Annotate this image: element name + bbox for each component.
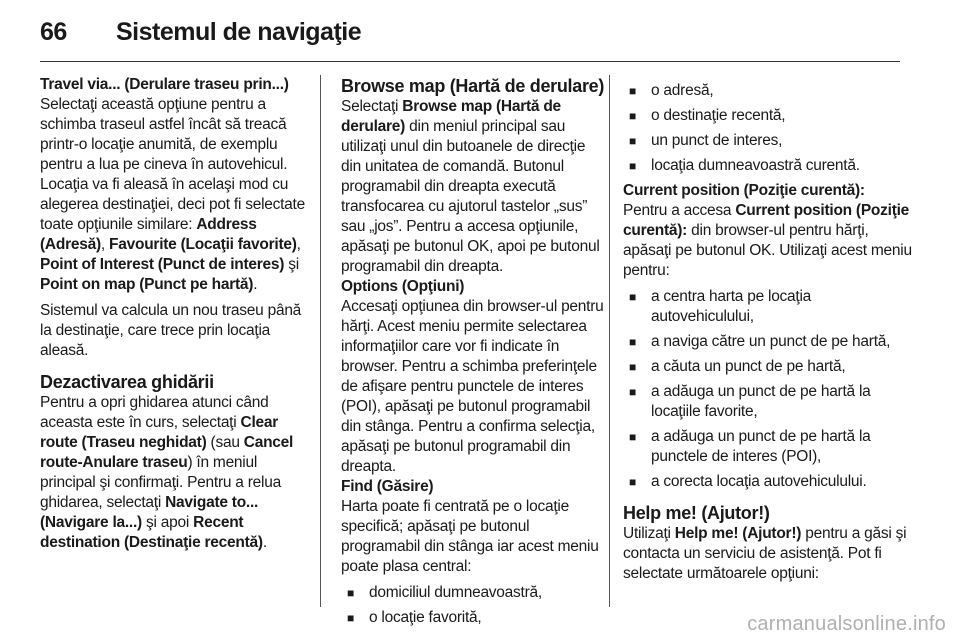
options-heading: Options (Opţiuni) xyxy=(341,278,465,295)
browse-map-heading: Browse map (Hartă de derulare) xyxy=(341,76,605,96)
help-me-heading: Help me! (Ajutor!) xyxy=(623,503,770,523)
find-paragraph: Harta poate fi centrată pe o locaţie specifică; apăsaţi pe butonul programabil din stânga iar acest meniu poate plasa central: xyxy=(341,498,599,575)
keyword-recent-destination: Recent destination (Destinaţie recentă) xyxy=(40,514,263,551)
list-item: ■ o locaţie favorită, xyxy=(341,608,607,628)
text-span: şi xyxy=(284,256,299,273)
text-span: Selectaţi xyxy=(341,98,403,115)
travel-via-heading: Travel via... (Derulare traseu prin...) xyxy=(40,76,289,93)
column-2 xyxy=(341,75,607,633)
column-3 xyxy=(623,75,913,584)
column-1 xyxy=(40,75,308,553)
list-item: ■ a adăuga un punct de pe hartă la locaţiile favorite, xyxy=(623,382,913,422)
travel-via-paragraph xyxy=(40,95,308,295)
text-span: din browser-ul pentru hărţi, apăsaţi pe butonul OK. Utilizaţi acest meniu pentru: xyxy=(623,222,912,279)
text-span: ) în meniul principal şi confirmaţi. Pentru a relua ghidarea, selectaţi xyxy=(40,454,281,511)
keyword-browse-map: Browse map (Hartă de derulare) xyxy=(341,98,561,135)
keyword-current-position: Current position (Poziţie curentă): xyxy=(623,202,910,239)
text-span: Pentru a accesa xyxy=(623,202,736,219)
find-list-continued xyxy=(623,81,913,176)
list-item: ■ o destinaţie recentă, xyxy=(623,106,913,126)
list-item: ■ a căuta un punct de pe hartă, xyxy=(623,357,913,377)
keyword-favourite: Favourite (Locaţii favorite) xyxy=(109,236,297,253)
list-item: ■ a corecta locaţia autovehiculului. xyxy=(623,472,913,492)
page-number: 66 xyxy=(40,17,67,46)
text-span: . xyxy=(253,276,258,293)
current-position-list xyxy=(623,287,913,492)
find-list xyxy=(341,583,607,628)
list-item: ■ locaţia dumneavoastră curentă. xyxy=(623,156,913,176)
keyword-clear-route: Clear route (Traseu neghidat) xyxy=(40,414,279,451)
list-item: ■ a adăuga un punct de pe hartă la punctele de interes (POI), xyxy=(623,427,913,467)
text-span: (sau xyxy=(206,434,244,451)
list-item: ■ a naviga către un punct de pe hartă, xyxy=(623,332,913,352)
text-span: şi apoi xyxy=(141,514,194,531)
text-span: . xyxy=(262,534,267,551)
browse-map-paragraph xyxy=(341,97,607,277)
options-paragraph: Accesaţi opţiunea din browser-ul pentru hărţi. Acest meniu permite selectarea informaţiilor care vor fi indicate în browser. Pentru a schimba preferinţele de afişare pentru punctele de interes (POI), apăsaţi pe butonul programabil din stânga. Pentru a confirma selecţia, apăsaţi pe butonul programabil din dreapta. xyxy=(341,298,604,475)
text-span: Pentru a opri ghidarea atunci când aceasta este în curs, selectaţi xyxy=(40,394,269,431)
header-rule xyxy=(40,61,900,62)
keyword-cancel-route: Cancel route-Anulare traseu xyxy=(40,434,294,471)
text-span: Selectaţi această opţiune pentru a schimba traseul astfel încât să treacă printr-o locaţie anumită, de exemplu pentru a lua pe cineva în autovehicul. Locaţia va fi aleasă în acelaşi mod cu alegerea destinaţiei, deci pot fi selectate toate opţiunile similare: xyxy=(40,96,305,233)
list-item: ■ un punct de interes, xyxy=(623,131,913,151)
page-header xyxy=(40,12,361,52)
chapter-title: Sistemul de navigaţie xyxy=(116,17,362,46)
text-span: Utilizaţi xyxy=(623,525,675,542)
find-heading: Find (Găsire) xyxy=(341,478,434,495)
keyword-point-on-map: Point on map (Punct pe hartă) xyxy=(40,276,254,293)
keyword-help-me: Help me! (Ajutor!) xyxy=(674,525,802,542)
keyword-poi: Point of Interest (Punct de interes) xyxy=(40,256,285,273)
text-span: pentru a găsi şi contacta un serviciu de asistenţă. Pot fi selectate următoarele opţiuni: xyxy=(623,525,907,582)
keyword-address: Address (Adresă) xyxy=(40,216,257,253)
current-position-heading: Current position (Poziţie curentă): xyxy=(623,182,865,199)
text-span: din meniul principal sau utilizaţi unul din butoanele de direcţie din unitatea de comandă. Butonul programabil din dreapta execută transfocarea cu ajutorul tastelor „sus” sau „jos”. Pentru a accesa opţiunile, apăsaţi pe butonul OK, apoi pe butonul programabil din dreapta. xyxy=(341,118,600,275)
keyword-navigate-to: Navigate to... (Navigare la...) xyxy=(40,494,259,531)
travel-via-paragraph-2: Sistemul va calcula un nou traseu până la destinaţie, care trece prin locaţia aleasă. xyxy=(40,302,302,359)
list-item: ■ domiciliul dumneavoastră, xyxy=(341,583,607,603)
current-position-paragraph xyxy=(623,201,913,281)
list-item: ■ a centra harta pe locaţia autovehiculului, xyxy=(623,287,913,327)
list-item: ■ o adresă, xyxy=(623,81,913,101)
watermark: carmanualsonline.info xyxy=(747,613,946,635)
text-span: , xyxy=(296,236,301,253)
help-me-paragraph xyxy=(623,524,913,584)
deactivate-heading: Dezactivarea ghidării xyxy=(40,372,214,392)
column-divider-2 xyxy=(609,75,610,607)
column-divider-1 xyxy=(320,75,321,607)
deactivate-paragraph xyxy=(40,393,308,553)
text-span: , xyxy=(100,236,110,253)
